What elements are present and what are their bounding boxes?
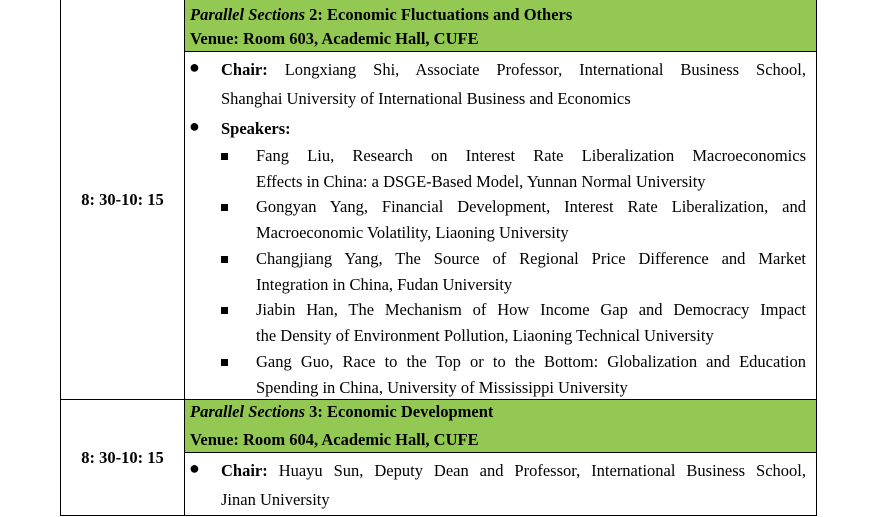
- schedule-table: [60, 0, 817, 516]
- square-bullet-icon: [221, 359, 228, 366]
- section3-title: Parallel Sections 3: Economic Development: [190, 402, 494, 421]
- speaker-2-line2: Macroeconomic Volatility, Liaoning University: [256, 223, 569, 242]
- speaker-4-line1: Jiabin Han, The Mechanism of How Income Gap and Democracy Impact: [256, 300, 806, 319]
- speaker-3-line1: Changjiang Yang, The Source of Regional Price Difference and Market: [256, 249, 806, 268]
- square-bullet-icon: [221, 204, 228, 211]
- square-bullet-icon: [221, 256, 228, 263]
- section2-chair-affiliation: Shanghai University of International Business and Economics: [221, 89, 631, 108]
- section3-chair: Chair: Huayu Sun, Deputy Dean and Professor, International Business School,: [221, 461, 806, 480]
- section2-header: [185, 0, 816, 52]
- section3-chair-affiliation: Jinan University: [221, 490, 330, 509]
- speaker-2-line1: Gongyan Yang, Financial Development, Interest Rate Liberalization, and: [256, 197, 806, 216]
- speaker-4-line2: the Density of Environment Pollution, Liaoning Technical University: [256, 326, 714, 345]
- square-bullet-icon: [221, 153, 228, 160]
- speakers-bullet-icon: ●: [189, 116, 200, 136]
- section2-time: 8: 30-10: 15: [81, 189, 164, 209]
- section3-venue: Venue: Room 604, Academic Hall, CUFE: [190, 430, 479, 449]
- section3-time-cell: [61, 400, 185, 515]
- square-bullet-icon: [221, 307, 228, 314]
- section3-header: [185, 400, 816, 453]
- section2-time-cell: [61, 0, 185, 399]
- section2-title: Parallel Sections 2: Economic Fluctuations and Others: [190, 5, 573, 24]
- section3-time: 8: 30-10: 15: [81, 447, 164, 467]
- chair-bullet-icon: ●: [189, 57, 200, 77]
- speaker-5-line1: Gang Guo, Race to the Top or to the Bottom: Globalization and Education: [256, 352, 806, 371]
- section2-chair: Chair: Longxiang Shi, Associate Professor, International Business School,: [221, 60, 806, 79]
- chair-bullet-icon: ●: [189, 458, 200, 478]
- speaker-1-line2: Effects in China: a DSGE-Based Model, Yunnan Normal University: [256, 172, 706, 191]
- speaker-1-line1: Fang Liu, Research on Interest Rate Liberalization Macroeconomics: [256, 146, 806, 165]
- speaker-3-line2: Integration in China, Fudan University: [256, 275, 513, 294]
- section2-venue: Venue: Room 603, Academic Hall, CUFE: [190, 29, 479, 48]
- section2-speakers-label: Speakers:: [221, 119, 291, 138]
- speaker-5-line2: Spending in China, University of Mississippi University: [256, 378, 628, 397]
